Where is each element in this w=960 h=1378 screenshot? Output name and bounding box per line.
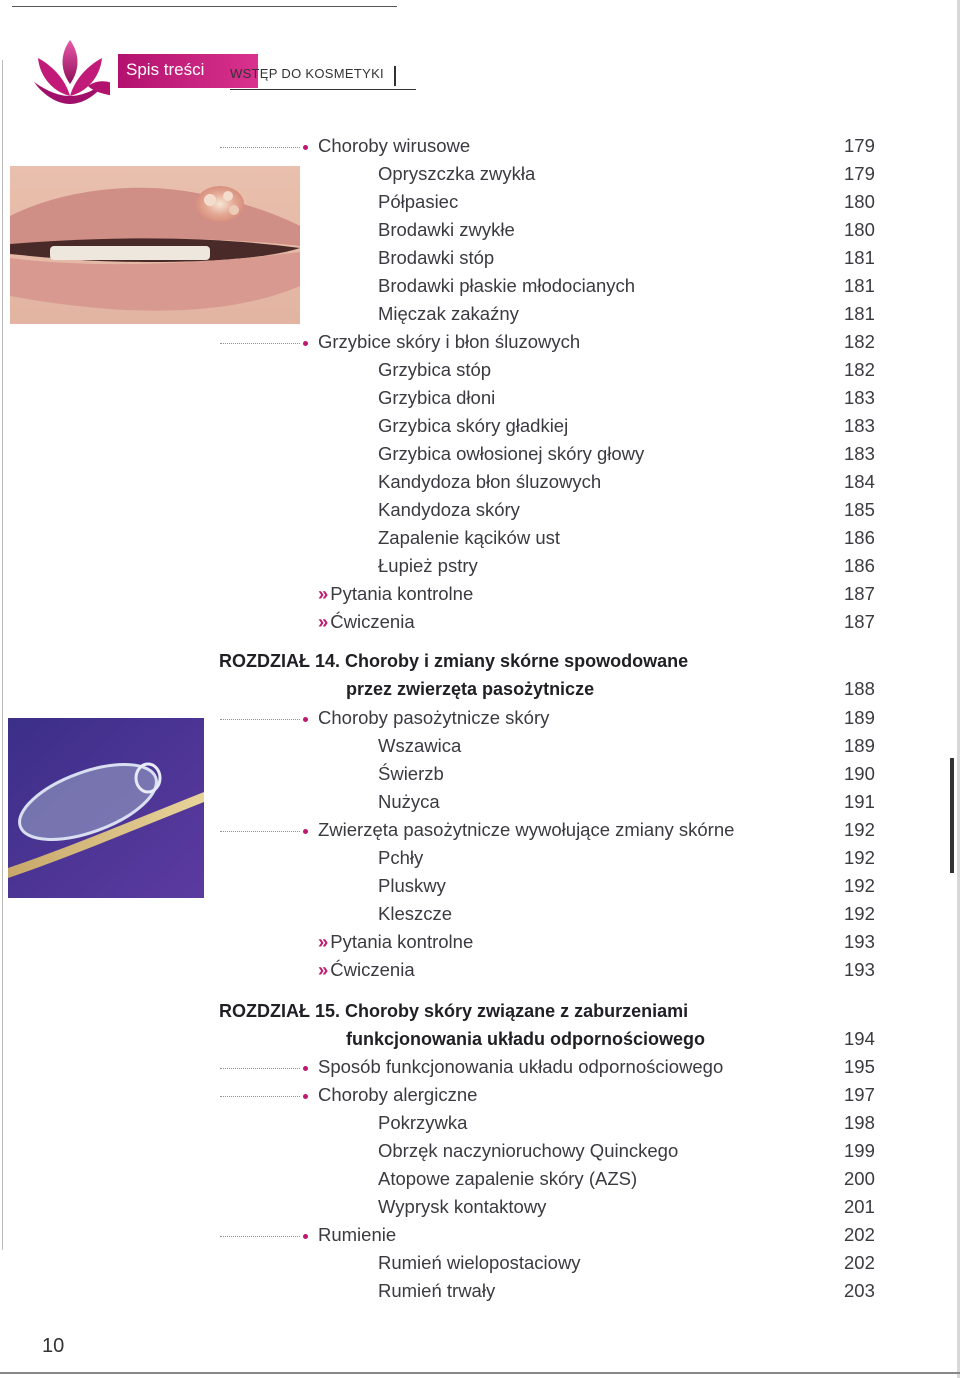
toc-entry-page: 203 [844, 1280, 875, 1301]
toc-entry-title: Pluskwy [378, 875, 446, 896]
toc-entry-page: 197 [844, 1084, 875, 1105]
toc-entry-page: 195 [844, 1056, 875, 1077]
toc-entry-page: 186 [844, 527, 875, 548]
toc-entry-title: Choroby pasożytnicze skóry [318, 707, 550, 728]
toc-entry-title: Rumień wielopostaciowy [378, 1252, 581, 1273]
toc-entry-page: 182 [844, 331, 875, 352]
chapter-14-label: ROZDZIAŁ 14. [219, 651, 341, 671]
toc-entry-page: 201 [844, 1196, 875, 1217]
toc-entry [378, 555, 478, 577]
toc-entry-page: 184 [844, 471, 875, 492]
toc-entry-page: 192 [844, 847, 875, 868]
toc-entry [318, 819, 734, 841]
toc-entry [378, 1280, 495, 1302]
toc-entry-title: Mięczak zakaźny [378, 303, 519, 324]
page-number: 10 [42, 1335, 65, 1357]
toc-entry [378, 415, 568, 437]
chapter-15-page: 194 [844, 1028, 875, 1049]
toc-entry-page: 183 [844, 443, 875, 464]
toc-entry-page: 179 [844, 163, 875, 184]
chapter-14-title-line2: przez zwierzęta pasożytnicze [346, 679, 595, 699]
toc-entry [378, 387, 495, 409]
chapter-15-label: ROZDZIAŁ 15. [219, 1001, 341, 1021]
toc-entry-title: Kleszcze [378, 903, 453, 924]
toc-entry-title: Grzybica dłoni [378, 387, 496, 408]
toc-entry-title: Brodawki stóp [378, 247, 495, 268]
toc-entry [318, 135, 470, 157]
toc-entry [378, 303, 519, 325]
leader-bullet-icon [220, 343, 300, 344]
toc-entry-page: 185 [844, 499, 875, 520]
toc-entry-title: Pytania kontrolne [330, 931, 474, 952]
toc-entry [378, 359, 491, 381]
toc-entry-title: Pokrzywka [378, 1112, 468, 1133]
chapter-15-title-line1: Choroby skóry związane z zaburzeniami [345, 1001, 689, 1021]
chevron-icon: » [318, 959, 327, 980]
toc-entry [378, 499, 520, 521]
toc-entry-page: 189 [844, 735, 875, 756]
bottom-rule [0, 1372, 960, 1374]
left-margin-rule [2, 60, 3, 1250]
chapter-14-heading [219, 651, 688, 672]
toc-entry-page: 183 [844, 415, 875, 436]
toc-entry-title: Choroby alergiczne [318, 1084, 478, 1105]
right-edge-marker [950, 758, 954, 873]
toc-entry-page: 193 [844, 931, 875, 952]
toc-entry-title: Zapalenie kącików ust [378, 527, 561, 548]
chapter-15-title-line2: funkcjonowania układu odpornościowego [346, 1029, 706, 1049]
toc-entry [378, 763, 444, 785]
toc-entry [378, 443, 644, 465]
toc-entry [378, 1196, 546, 1218]
toc-entry [318, 931, 473, 953]
toc-entry [378, 471, 601, 493]
leader-bullet-icon [220, 1068, 300, 1069]
toc-entry-title: Opryszczka zwykła [378, 163, 536, 184]
toc-entry-page: 199 [844, 1140, 875, 1161]
top-rule [12, 6, 397, 7]
toc-entry-title: Wszawica [378, 735, 462, 756]
toc-entry-page: 189 [844, 707, 875, 728]
toc-entry-page: 198 [844, 1112, 875, 1133]
toc-entry-title: Zwierzęta pasożytnicze wywołujące zmiany skórne [318, 819, 735, 840]
page-header [30, 36, 430, 108]
toc-entry-title: Ćwiczenia [330, 611, 415, 632]
toc-entry-page: 187 [844, 583, 875, 604]
toc-entry-page: 202 [844, 1252, 875, 1273]
leader-bullet-icon [220, 147, 300, 148]
toc-entry-page: 200 [844, 1168, 875, 1189]
toc-entry-title: Sposób funkcjonowania układu odpornościowego [318, 1056, 724, 1077]
toc-entry-page: 190 [844, 763, 875, 784]
toc-entry-title: Pchły [378, 847, 424, 868]
toc-entry [378, 903, 452, 925]
toc-entry-page: 180 [844, 219, 875, 240]
leader-bullet-icon [220, 831, 300, 832]
toc-entry-page: 186 [844, 555, 875, 576]
toc-entry [318, 959, 415, 981]
toc-entry [378, 219, 515, 241]
louse-egg-photo [8, 718, 204, 898]
toc-entry [378, 1140, 678, 1162]
toc-entry-page: 192 [844, 819, 875, 840]
toc-entry-page: 181 [844, 275, 875, 296]
toc-entry-page: 202 [844, 1224, 875, 1245]
toc-entry [378, 875, 446, 897]
toc-entry-page: 192 [844, 875, 875, 896]
toc-entry [378, 191, 458, 213]
toc-entry-title: Grzybica owłosionej skóry głowy [378, 443, 645, 464]
toc-entry-page: 191 [844, 791, 875, 812]
toc-entry [318, 707, 549, 729]
chapter-14-title-line1: Choroby i zmiany skórne spowodowane [345, 651, 689, 671]
toc-entry-page: 193 [844, 959, 875, 980]
chevron-icon: » [318, 583, 327, 604]
toc-entry [378, 1168, 637, 1190]
toc-entry [318, 1084, 477, 1106]
toc-entry-title: Grzybica skóry gładkiej [378, 415, 569, 436]
toc-entry-page: 181 [844, 303, 875, 324]
toc-entry [378, 791, 440, 813]
toc-entry-title: Atopowe zapalenie skóry (AZS) [378, 1168, 638, 1189]
chevron-icon: » [318, 931, 327, 952]
section-label: WSTĘP DO KOSMETYKI [230, 66, 396, 86]
toc-entry-page: 179 [844, 135, 875, 156]
toc-entry-title: Obrzęk naczynioruchowy Quinckego [378, 1140, 679, 1161]
toc-entry [378, 527, 560, 549]
toc-entry-page: 192 [844, 903, 875, 924]
toc-entry [378, 1252, 581, 1274]
toc-entry-title: Grzybice skóry i błon śluzowych [318, 331, 581, 352]
toc-entry-title: Nużyca [378, 791, 440, 812]
lotus-logo-icon [30, 36, 110, 108]
toc-entry-page: 182 [844, 359, 875, 380]
toc-entry-title: Pytania kontrolne [330, 583, 474, 604]
toc-entry [378, 275, 635, 297]
toc-entry-title: Rumień trwały [378, 1280, 496, 1301]
contents-tab-label: Spis treści [126, 60, 205, 79]
toc-entry-page: 181 [844, 247, 875, 268]
toc-entry [378, 847, 423, 869]
toc-entry [378, 735, 461, 757]
toc-entry [318, 583, 473, 605]
toc-entry [378, 247, 494, 269]
toc-entry [378, 1112, 467, 1134]
lips-herpes-photo [10, 166, 300, 324]
leader-bullet-icon [220, 719, 300, 720]
toc-entry-title: Świerzb [378, 763, 444, 784]
leader-bullet-icon [220, 1096, 300, 1097]
toc-entry [318, 331, 580, 353]
toc-entry-page: 180 [844, 191, 875, 212]
chevron-icon: » [318, 611, 327, 632]
toc-entry-title: Brodawki zwykłe [378, 219, 515, 240]
toc-entry-title: Rumienie [318, 1224, 397, 1245]
toc-entry-title: Choroby wirusowe [318, 135, 471, 156]
toc-entry-title: Łupież pstry [378, 555, 478, 576]
toc-entry [318, 1056, 723, 1078]
chapter-14-page: 188 [844, 678, 875, 699]
toc-entry-title: Kandydoza błon śluzowych [378, 471, 602, 492]
leader-bullet-icon [220, 1236, 300, 1237]
toc-entry-title: Ćwiczenia [330, 959, 415, 980]
toc-entry-title: Kandydoza skóry [378, 499, 520, 520]
toc-entry-page: 187 [844, 611, 875, 632]
toc-entry [318, 1224, 396, 1246]
toc-entry-title: Półpasiec [378, 191, 459, 212]
toc-entry-title: Brodawki płaskie młodocianych [378, 275, 636, 296]
chapter-15-heading [219, 1001, 688, 1022]
toc-entry [378, 163, 535, 185]
toc-entry-title: Grzybica stóp [378, 359, 492, 380]
toc-entry-title: Wyprysk kontaktowy [378, 1196, 547, 1217]
toc-entry-page: 183 [844, 387, 875, 408]
section-underline [230, 89, 416, 90]
toc-entry [318, 611, 415, 633]
